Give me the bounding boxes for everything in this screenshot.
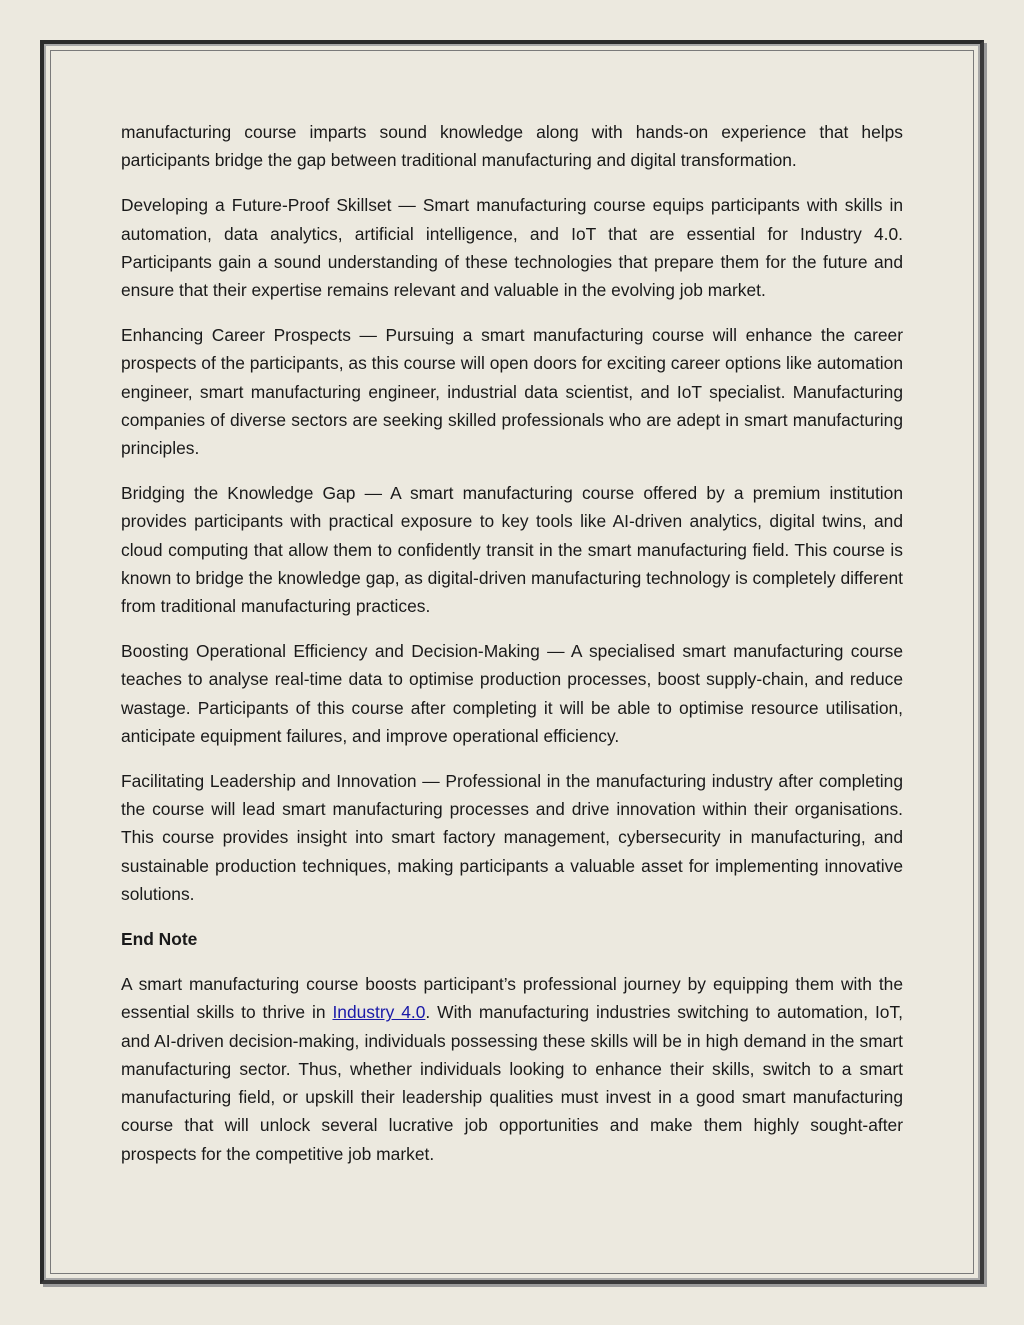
paragraph-intro-continuation: manufacturing course imparts sound knowledge along with hands-on experience that helps participants bridge the gap between traditional manufacturing and digital transformation.: [121, 122, 903, 171]
paragraph-career-prospects: Enhancing Career Prospects — Pursuing a smart manufacturing course will enhance the career prospects of the participants, as this course will open doors for exciting career options like automation engineer, smart manufacturing engineer, industrial data scientist, and IoT specialist. Manufacturing companies of diverse sectors are seeking skilled professionals who are adept in smart manufacturing principles.: [121, 325, 903, 459]
industry-4-0-link[interactable]: Industry 4.0: [332, 1002, 426, 1023]
paragraph-leadership-innovation: Facilitating Leadership and Innovation — Professional in the manufacturing industry after completing the course will lead smart manufacturing processes and drive innovation within their organisations. This course provides insight into smart factory management, cybersecurity in manufacturing, and sustainable production techniques, making participants a valuable asset for implementing innovative solutions.: [121, 771, 903, 904]
paragraph-future-proof-skillset: Developing a Future-Proof Skillset — Smart manufacturing course equips participants with skills in automation, data analytics, artificial intelligence, and IoT that are essential for Industry 4.0. Participants gain a sound understanding of these technologies that prepare them for the future and ensure that their expertise remains relevant and valuable in the evolving job market.: [121, 195, 903, 301]
end-note-text-end: . With manufacturing industries switching to automation, IoT, and AI-driven decision-making, individuals possessing these skills will be in high demand in the smart manufacturing sector. Thus, whether individuals looking to enhance their skills, switch to a smart manufacturing field, or upskill their leadership qualities must invest in a good smart manufacturing course that will unlock several lucrative job opportunities and make them highly sought-after prospects for the competitive job market.: [121, 1002, 903, 1164]
paragraph-operational-efficiency: Boosting Operational Efficiency and Decision-Making — A specialised smart manufacturing course teaches to analyse real-time data to optimise production processes, boost supply-chain, and reduce wastage. Participants of this course after completing it will be able to optimise resource utilisation, anticipate equipment failures, and improve operational efficiency.: [121, 641, 903, 746]
paragraph-knowledge-gap: Bridging the Knowledge Gap — A smart manufacturing course offered by a premium institution provides participants with practical exposure to key tools like AI-driven analytics, digital twins, and cloud computing that allow them to confidently transit in the smart manufacturing field. This course is known to bridge the knowledge gap, as digital-driven manufacturing technology is completely different from traditional manufacturing practices.: [121, 483, 903, 617]
end-note-heading: End Note: [121, 929, 198, 950]
end-note-text-start: A smart manufacturing course boosts participant’s professional journey by equipping them with the essential skills to thrive in: [121, 974, 903, 1023]
paragraph-end-note: [121, 970, 903, 1167]
document-body: [121, 118, 903, 1185]
